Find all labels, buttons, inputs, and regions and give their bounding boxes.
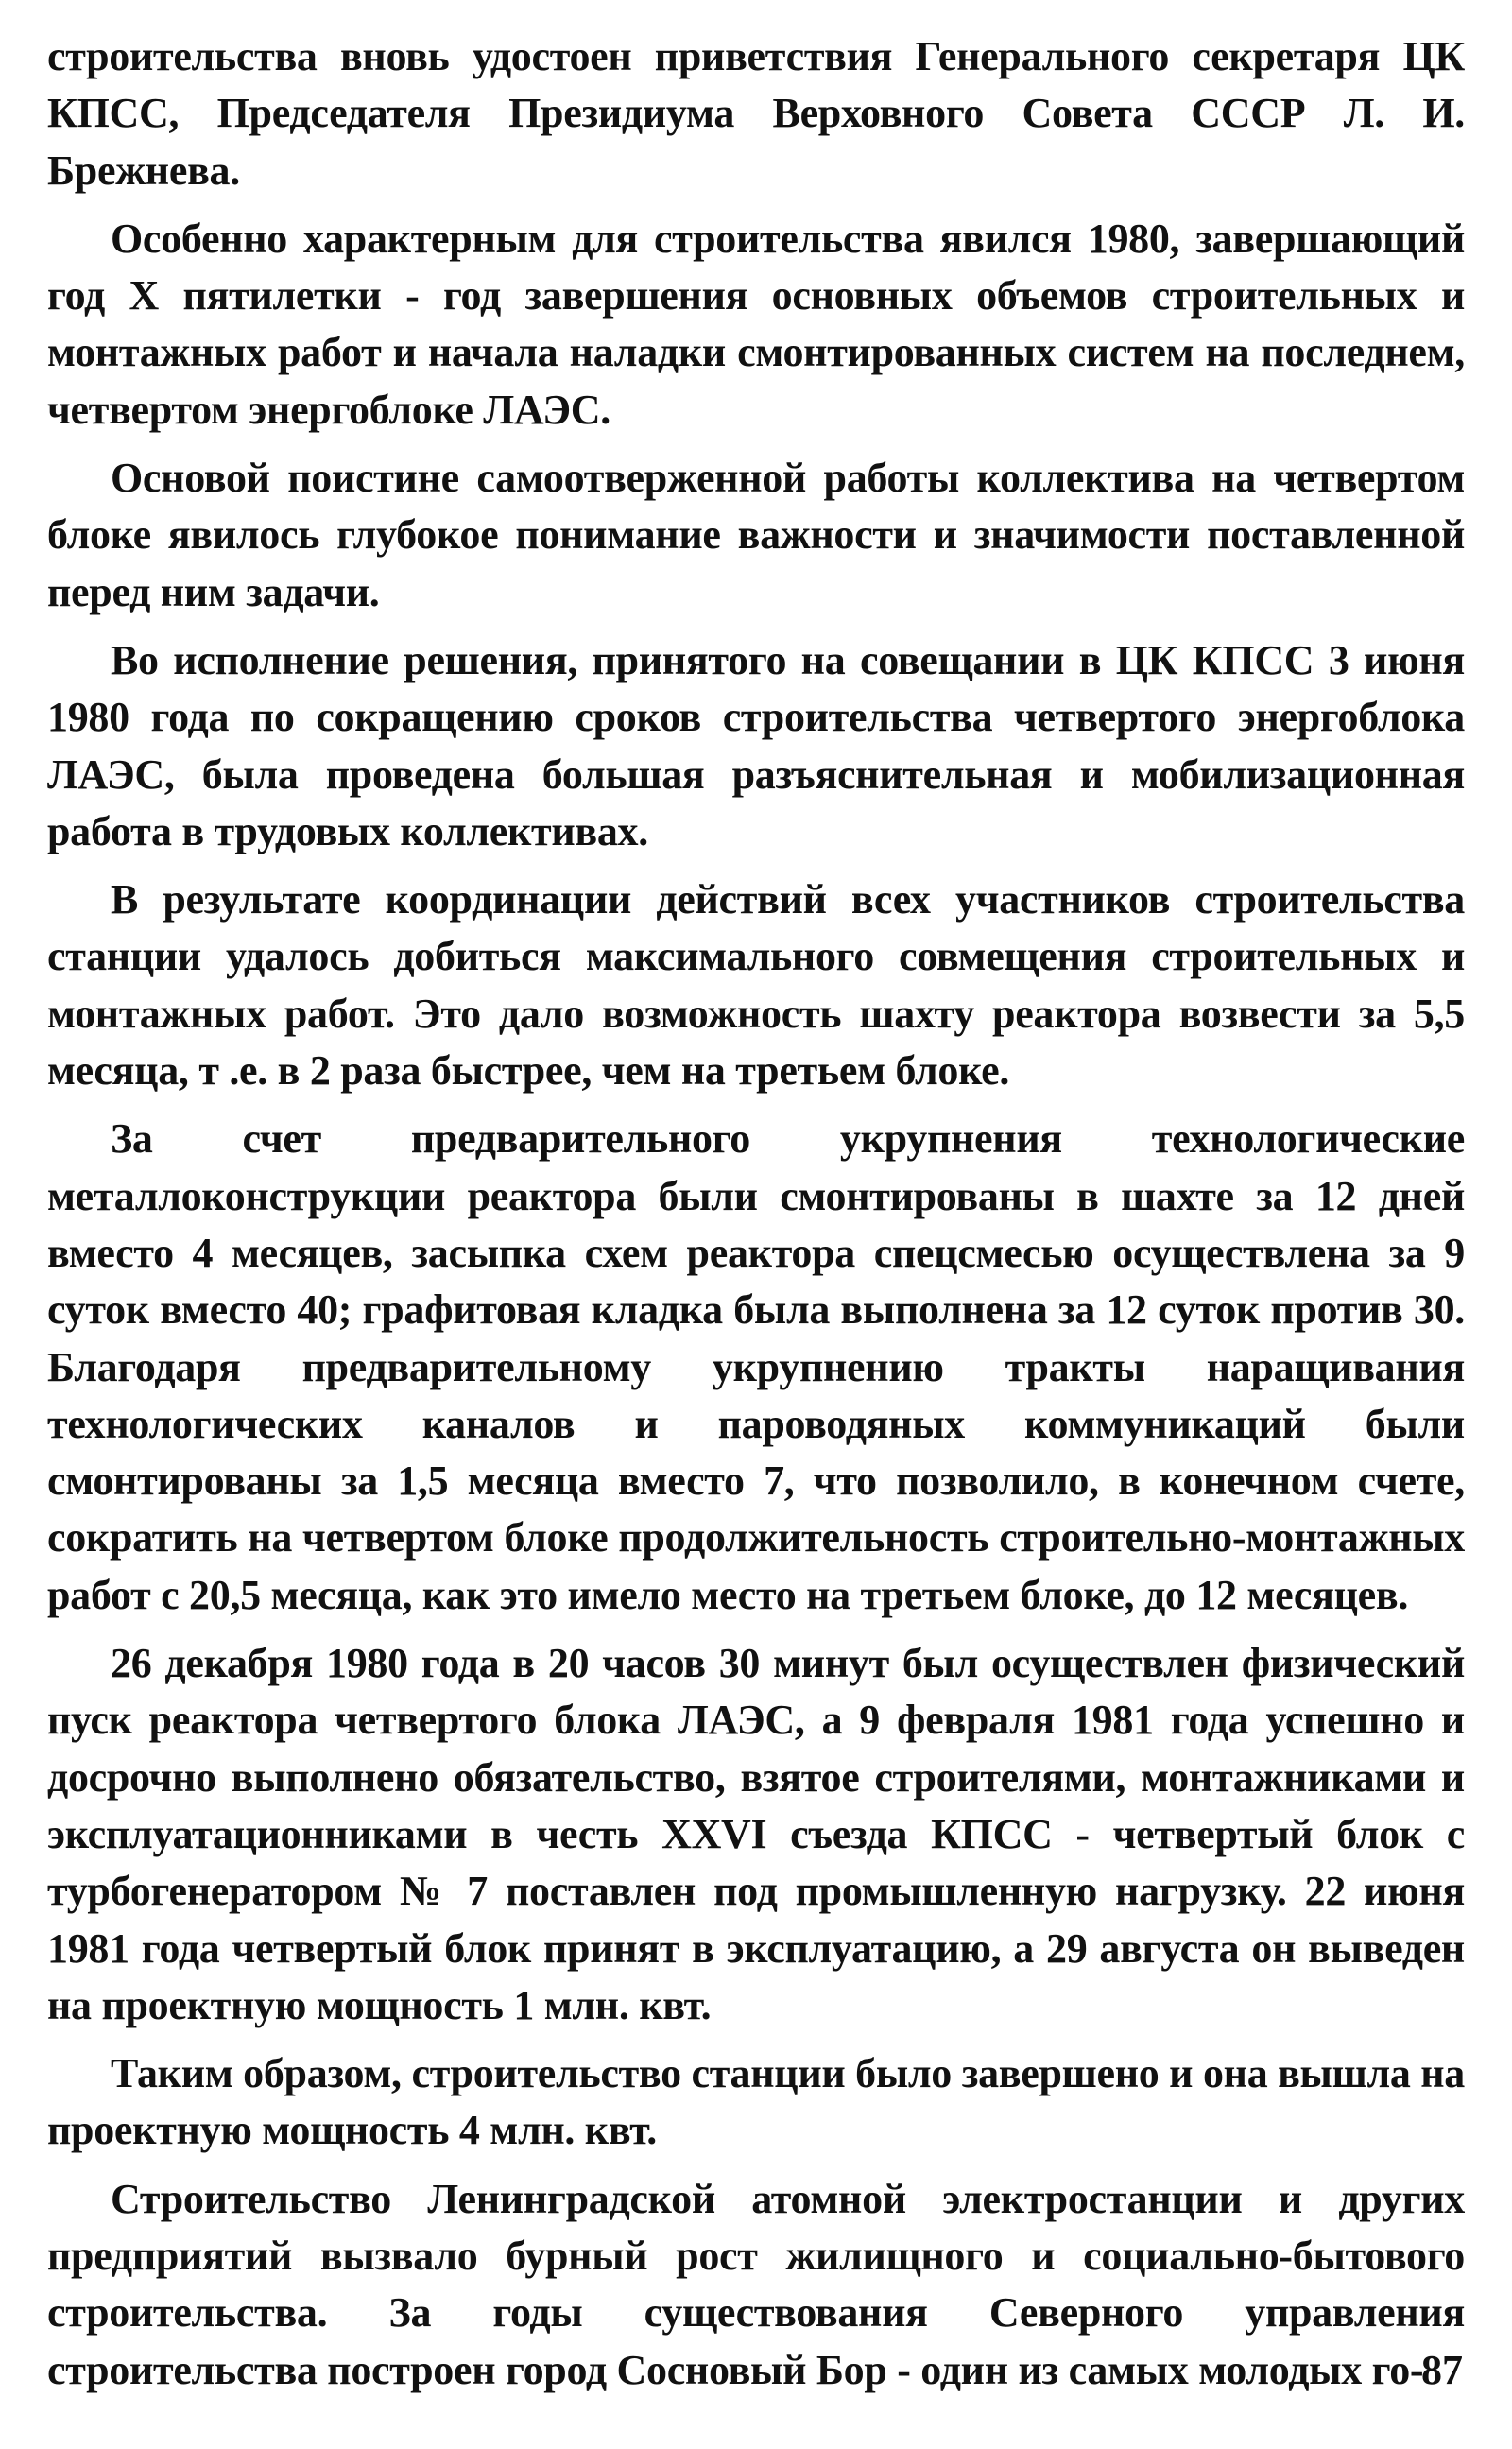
paragraph-housing: Строительство Ленинградской атомной электростанции и других предприятий вызвало бурный рост жилищного и социально-бытового строительства. За годы существования Северного управления строительства построен город Сосновый Бор - один из самых молодых го- [47,2175,1465,2393]
paragraph-cc-decision: Во исполнение решения, принятого на совещании в ЦК КПСС 3 июня 1980 года по сокращению сроков строительства четвертого энергоблока ЛАЭС, была проведена большая разъяснительная и мобилизационная работа в трудовых коллективах. [47,636,1465,854]
paragraph-physical-start: 26 декабря 1980 года в 20 часов 30 минут был осуществлен физический пуск реактора четвертого блока ЛАЭС, а 9 февраля 1981 года успешно и досрочно выполнено обязательство, взятое строителями, монтажниками и эксплуатационниками в честь XXVI съезда КПСС - четвертый блок с турбогенератором № 7 поставлен под промышленную нагрузку. 22 июня 1981 года четвертый блок принят в эксплуатацию, а 29 августа он выведен на проектную мощность 1 млн. квт. [47,1640,1465,2028]
paragraph-fourth-block: Основой поистине самоотверженной работы коллектива на четвертом блоке явилось глубокое понимание важности и значимости поставленной перед ним задачи. [47,455,1465,615]
paragraph-continuation: строительства вновь удостоен приветствия Генерального секретаря ЦК КПСС, Председателя Президиума Верховного Совета СССР Л. И. Брежнева. [47,33,1465,194]
paragraph-coordination: В результате координации действий всех участников строительства станции удалось добиться максимального совмещения строительных и монтажных работ. Это дало возможность шахту реактора возвести за 5,5 месяца, т .е. в 2 раза быстрее, чем на третьем блоке. [47,876,1465,1095]
paragraph-completion: Таким образом, строительство станции было завершено и она вышла на проектную мощность 4 млн. квт. [47,2050,1465,2154]
paragraph-1980-year: Особенно характерным для строительства явился 1980, завершающий год X пятилетки - год завершения основных объемов строительных и монтажных работ и начала наладки смонтированных систем на последнем, четвертом энергоблоке ЛАЭС. [47,215,1465,433]
paragraph-preassembly: За счет предварительного укрупнения технологические металлоконструкции реактора были смонтированы в шахте за 12 дней вместо 4 месяцев, засыпка схем реактора спецсмесью осуществлена за 9 суток вместо 40; графитовая кладка была выполнена за 12 суток против 30. Благодаря предварительному укрупнению тракты наращивания технологических каналов и пароводяных коммуникаций были смонтированы за 1,5 месяца вместо 7, что позволило, в конечном счете, сократить на четвертом блоке продолжительность строительно-монтажных работ с 20,5 месяца, как это имело место на третьем блоке, до 12 месяцев. [47,1115,1465,1618]
page-number: 87 [1421,2347,1463,2393]
